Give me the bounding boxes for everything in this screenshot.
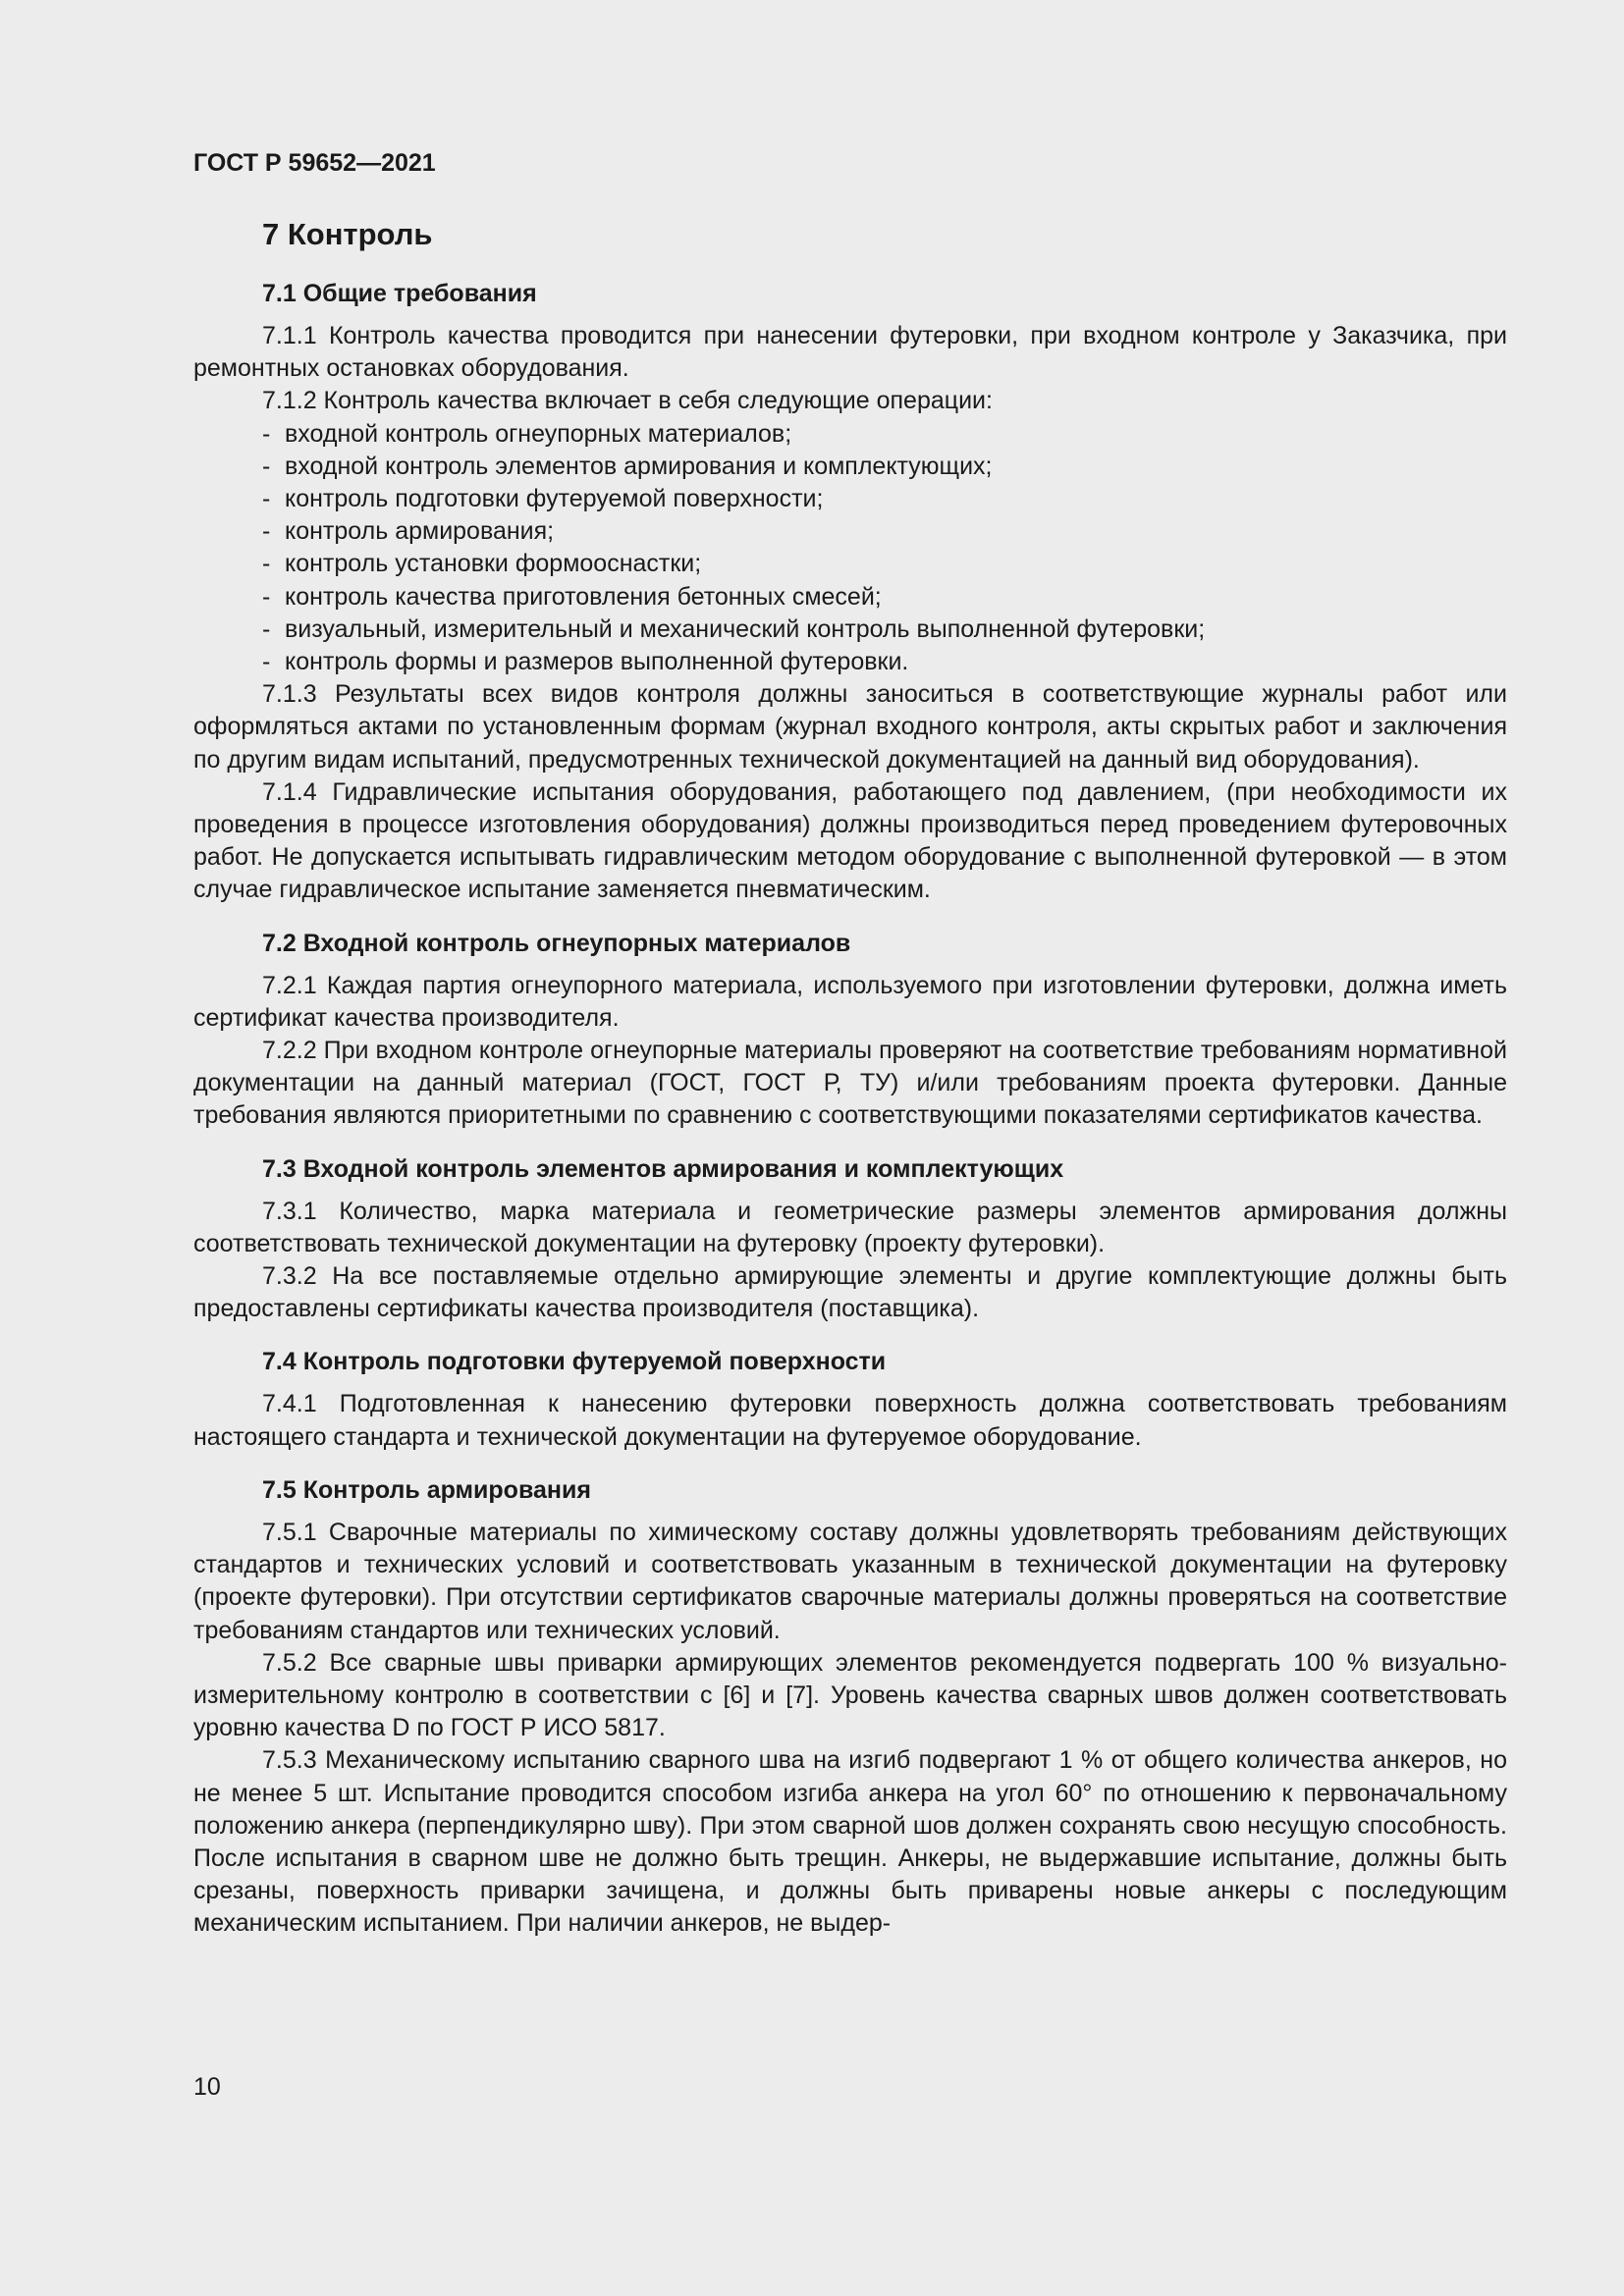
list-item xyxy=(193,646,1507,678)
paragraph-7-3-2: 7.3.2 На все поставляемые отдельно армирующие элементы и другие комплектующие должны быть предоставлены сертификаты качества производителя (поставщика). xyxy=(193,1262,1507,1323)
subsection-title-7-3: 7.3 Входной контроль элементов армирования и комплектующих xyxy=(262,1154,1064,1183)
paragraph-7-1-1: 7.1.1 Контроль качества проводится при нанесении футеровки, при входном контроле у Заказчика, при ремонтных остановках оборудования. xyxy=(193,322,1507,383)
page-number: 10 xyxy=(193,2073,221,2101)
list-item-text: контроль формы и размеров выполненной футеровки. xyxy=(285,648,909,676)
list-item-text: визуальный, измерительный и механический контроль выполненной футеровки; xyxy=(285,614,1206,643)
list-item xyxy=(193,451,1507,483)
paragraph-7-1-3: 7.1.3 Результаты всех видов контроля должны заноситься в соответствующие журналы работ или оформляться актами по установленным формам (журнал входного контроля, акты скрытых работ и заключения по другим видам испытаний, предусмотренных технической документацией на данный вид оборудования). xyxy=(193,680,1507,774)
list-item xyxy=(193,515,1507,548)
list-dash: - xyxy=(262,485,271,513)
list-item-text: контроль качества приготовления бетонных смесей; xyxy=(285,582,882,611)
paragraph-7-1-2: 7.1.2 Контроль качества включает в себя следующие операции: xyxy=(262,387,993,415)
paragraph-7-5-1: 7.5.1 Сварочные материалы по химическому составу должны удовлетворять требованиям действующих стандартов и технических условий и соответствовать указанным в технической документации на футеровку (проекте футеровки). При отсутствии сертификатов сварочные материалы должны проверяться на соответствие требованиям стандартов или технических условий. xyxy=(193,1518,1507,1644)
document-code: ГОСТ Р 59652—2021 xyxy=(193,149,436,177)
subsection-title-7-2: 7.2 Входной контроль огнеупорных материалов xyxy=(262,929,851,957)
list-dash: - xyxy=(262,648,271,676)
list-dash: - xyxy=(262,452,271,480)
list-dash: - xyxy=(262,550,271,578)
list-item-text: входной контроль огнеупорных материалов; xyxy=(285,419,792,448)
paragraph-7-5-3: 7.5.3 Механическому испытанию сварного шва на изгиб подвергают 1 % от общего количества анкеров, но не менее 5 шт. Испытание проводится способом изгиба анкера на угол 60° по отношению к первоначальному положению анкера (перпендикулярно шву). При этом сварной шов должен сохранять свою несущую способность. После испытания в сварном шве не должно быть трещин. Анкеры, не выдержавшие испытание, должны быть срезаны, поверхность приварки зачищена, и должны быть приварены новые анкеры с последующим механическим испытанием. При наличии анкеров, не выдер- xyxy=(193,1746,1507,1938)
subsection-title-7-1: 7.1 Общие требования xyxy=(262,280,537,307)
paragraph-7-1-4: 7.1.4 Гидравлические испытания оборудования, работающего под давлением, (при необходимости их проведения в процессе изготовления оборудования) должны производиться перед проведением футеровочных работ. Не допускается испытывать гидравлическим методом оборудование с выполненной футеровкой — в этом случае гидравлическое испытание заменяется пневматическим. xyxy=(193,777,1507,904)
section-title: 7 Контроль xyxy=(262,217,433,251)
list-dash: - xyxy=(262,614,271,643)
list-item-text: контроль подготовки футеруемой поверхности; xyxy=(285,485,824,513)
document-page xyxy=(193,145,1507,1941)
subsection-title-7-4: 7.4 Контроль подготовки футеруемой поверхности xyxy=(262,1348,887,1376)
paragraph-7-3-1: 7.3.1 Количество, марка материала и геометрические размеры элементов армирования должны соответствовать технической документации на футеровку (проекту футеровки). xyxy=(193,1197,1507,1257)
list-dash: - xyxy=(262,419,271,448)
paragraph-7-4-1: 7.4.1 Подготовленная к нанесению футеровки поверхность должна соответствовать требованиям настоящего стандарта и технической документации на футеруемое оборудование. xyxy=(193,1390,1507,1451)
list-item xyxy=(193,548,1507,580)
list-dash: - xyxy=(262,517,271,546)
list-item xyxy=(193,614,1507,646)
paragraph-7-2-1: 7.2.1 Каждая партия огнеупорного материала, используемого при изготовлении футеровки, должна иметь сертификат качества производителя. xyxy=(193,971,1507,1032)
list-dash: - xyxy=(262,582,271,611)
list-item-text: контроль армирования; xyxy=(285,517,555,546)
list-item xyxy=(193,581,1507,614)
operations-list xyxy=(193,418,1507,679)
paragraph-7-5-2: 7.5.2 Все сварные швы приварки армирующих элементов рекомендуется подвергать 100 % визуально-измерительному контролю в соответствии с [6] и [7]. Уровень качества сварных швов должен соответствовать уровню качества D по ГОСТ Р ИСО 5817. xyxy=(193,1648,1507,1742)
list-item-text: контроль установки формооснастки; xyxy=(285,550,702,578)
subsection-title-7-5: 7.5 Контроль армирования xyxy=(262,1475,591,1504)
list-item xyxy=(193,418,1507,451)
list-item-text: входной контроль элементов армирования и комплектующих; xyxy=(285,452,993,480)
list-item xyxy=(193,483,1507,515)
paragraph-7-2-2: 7.2.2 При входном контроле огнеупорные материалы проверяют на соответствие требованиям нормативной документации на данный материал (ГОСТ, ГОСТ Р, ТУ) и/или требованиям проекта футеровки. Данные требования являются приоритетными по сравнению с соответствующими показателями сертификатов качества. xyxy=(193,1037,1507,1130)
